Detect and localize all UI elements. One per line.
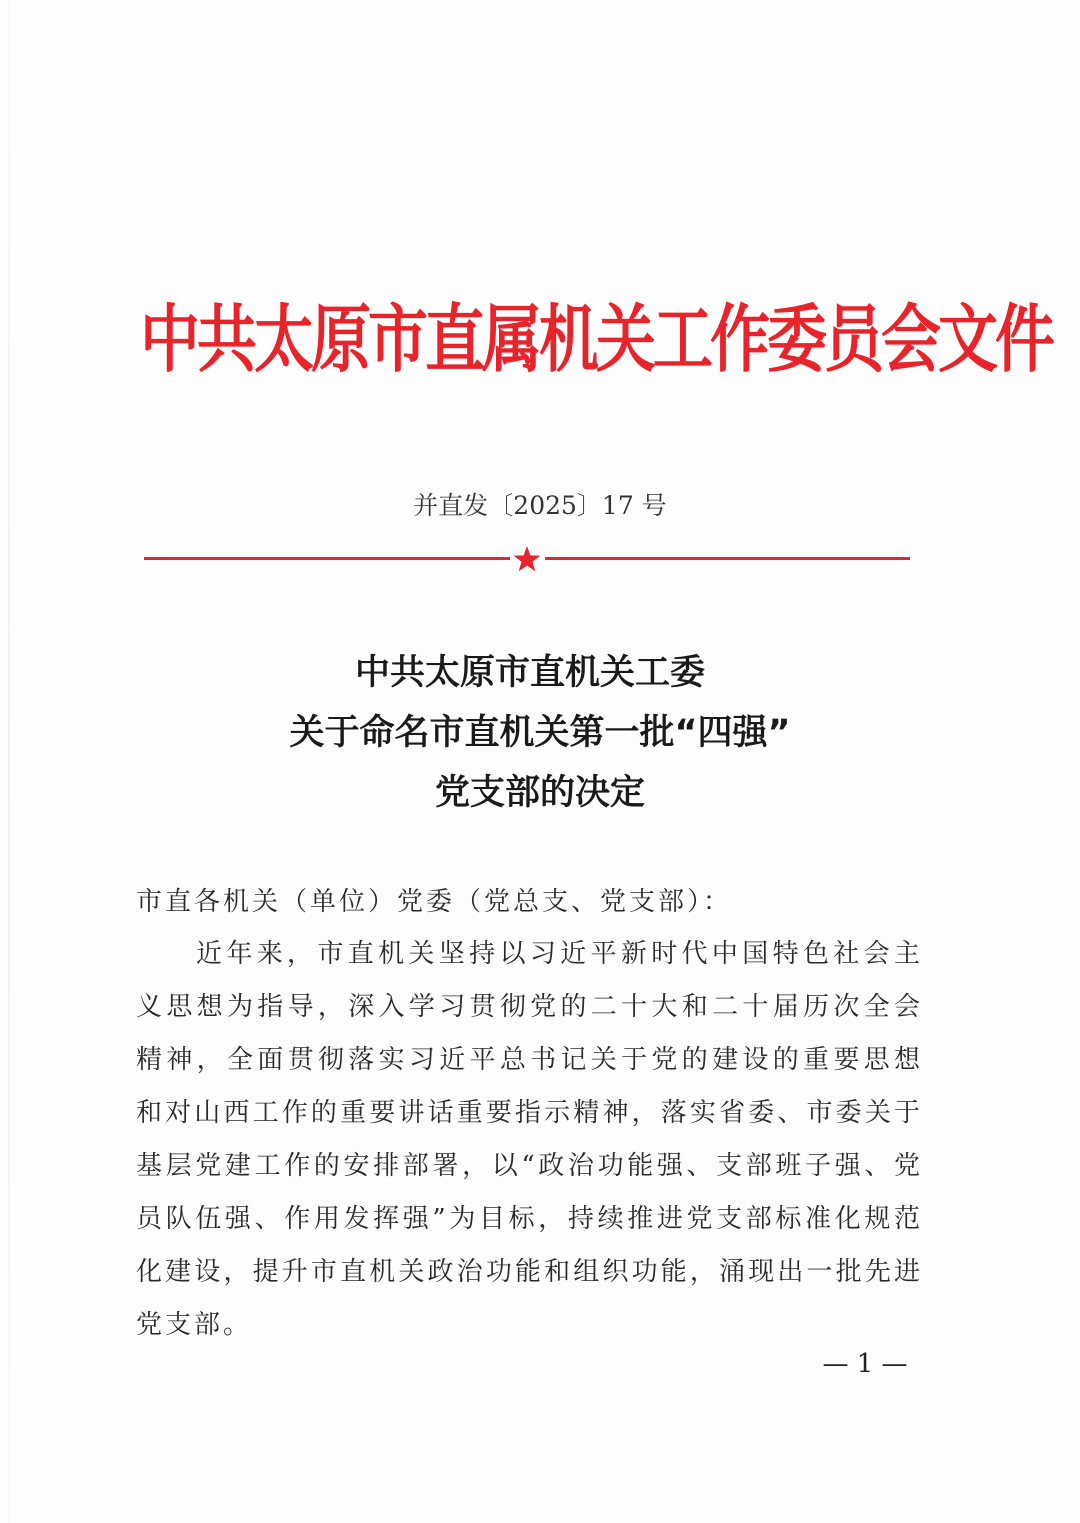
red-divider-left	[144, 557, 510, 560]
body-line-8: 党支部。	[136, 1310, 253, 1340]
body-line-2: 义思想为指导，深入学习贯彻党的二十大和二十届历次全会	[136, 992, 920, 1022]
body-line-5: 基层党建工作的安排部署，以“政治功能强、支部班子强、党	[136, 1151, 920, 1181]
scan-edge-shadow	[8, 0, 10, 1523]
page-number: — 1 —	[822, 1349, 908, 1379]
decision-title-line-1: 中共太原市直机关工委	[354, 653, 705, 693]
agency-title: 中共太原市直属机关工作委员会文件	[140, 297, 1052, 383]
salutation: 市直各机关（单位）党委（党总支、党支部）：	[136, 887, 733, 917]
red-star-icon	[511, 543, 543, 575]
decision-title-line-2: 关于命名市直机关第一批“四强”	[289, 713, 791, 753]
body-line-3: 精神，全面贯彻落实习近平总书记关于党的建设的重要思想	[136, 1045, 920, 1075]
body-line-7: 化建设，提升市直机关政治功能和组织功能，涌现出一批先进	[136, 1257, 920, 1287]
body-line-4: 和对山西工作的重要讲话重要指示精神，落实省委、市委关于	[136, 1098, 920, 1128]
decision-title-line-3: 党支部的决定	[434, 773, 645, 813]
body-line-1: 近年来，市直机关坚持以习近平新时代中国特色社会主	[196, 939, 920, 969]
document-number: 并直发〔2025〕17 号	[413, 491, 667, 520]
red-divider-right	[545, 557, 910, 560]
body-line-6: 员队伍强、作用发挥强”为目标，持续推进党支部标准化规范	[136, 1204, 920, 1234]
